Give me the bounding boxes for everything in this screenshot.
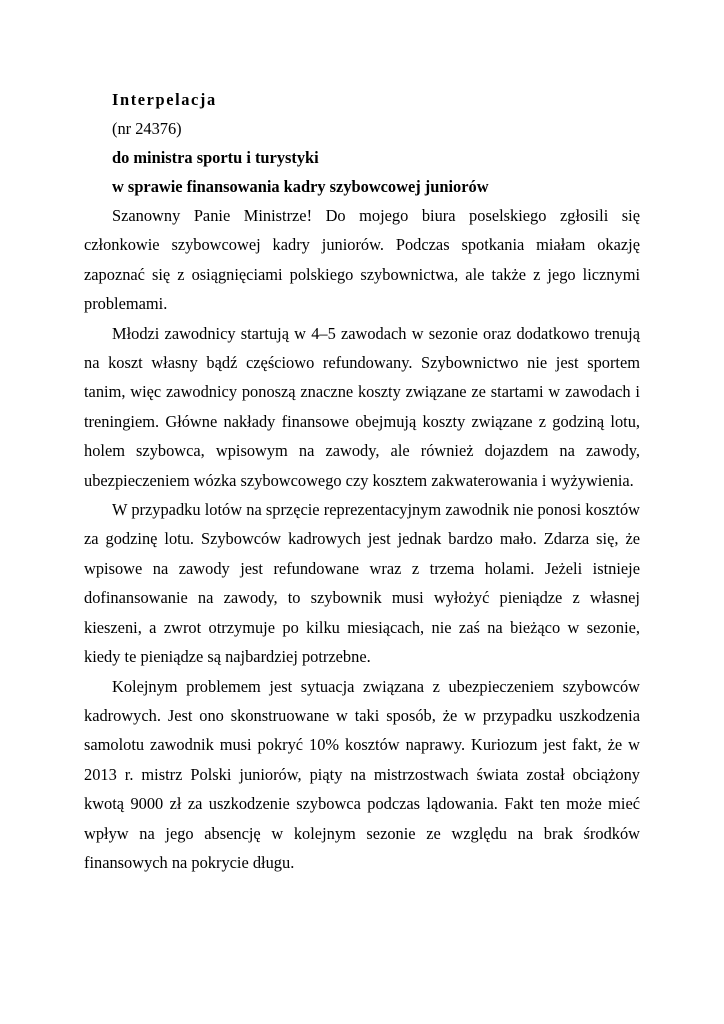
paragraph-refunds: W przypadku lotów na sprzęcie reprezentacyjnym zawodnik nie ponosi kosztów za godzinę lotu. Szybowców kadrowych jest jednak bardzo mało. Zdarza się, że wpisowe na zawody jest refundowane wraz z trzema holami. Jeżeli istnieje dofinansowanie na zawody, to szybownik musi wyłożyć pieniądze z własnej kieszeni, a zwrot otrzymuje po kilku miesiącach, nie zaś na bieżąco w sezonie, kiedy te pieniądze są najbardziej potrzebne.	[84, 500, 640, 667]
document-addressee: do ministra sportu i turystyki	[112, 148, 319, 167]
paragraph-competition-costs: Młodzi zawodnicy startują w 4–5 zawodach w sezonie oraz dodatkowo trenują na koszt własny bądź częściowo refundowany. Szybownictwo nie jest sportem tanim, więc zawodnicy ponoszą znaczne koszty związane ze startami w zawodach i treningiem. Główne nakłady finansowe obejmują koszty związane z godziną lotu, holem szybowca, wpisowym na zawody, ale również dojazdem na zawody, ubezpieczeniem wózka szybowcowego czy kosztem zakwaterowania i wyżywienia.	[84, 323, 640, 490]
paragraph-greeting: Szanowny Panie Ministrze! Do mojego biura poselskiego zgłosili się członkowie szybowcowej kadry juniorów. Podczas spotkania miałam okazję zapoznać się z osiągnięciami polskiego szybownictwa, ale także z jego licznymi problemami.	[84, 206, 640, 314]
paragraph-insurance: Kolejnym problemem jest sytuacja związana z ubezpieczeniem szybowców kadrowych. Jest ono skonstruowane w taki sposób, że w przypadku uszkodzenia samolotu zawodnik musi pokryć 10% kosztów naprawy. Kuriozum jest fakt, że w 2013 r. mistrz Polski juniorów, piąty na mistrzostwach świata został obciążony kwotą 9000 zł za uszkodzenie szybowca podczas lądowania. Fakt ten może mieć wpływ na jego absencję w kolejnym sezonie ze względu na brak środków finansowych na pokrycie długu.	[84, 676, 640, 872]
document-title: Interpelacja	[112, 90, 217, 109]
document-number: (nr 24376)	[112, 119, 182, 138]
document-page	[84, 85, 640, 877]
document-subject: w sprawie finansowania kadry szybowcowej juniorów	[112, 177, 489, 196]
